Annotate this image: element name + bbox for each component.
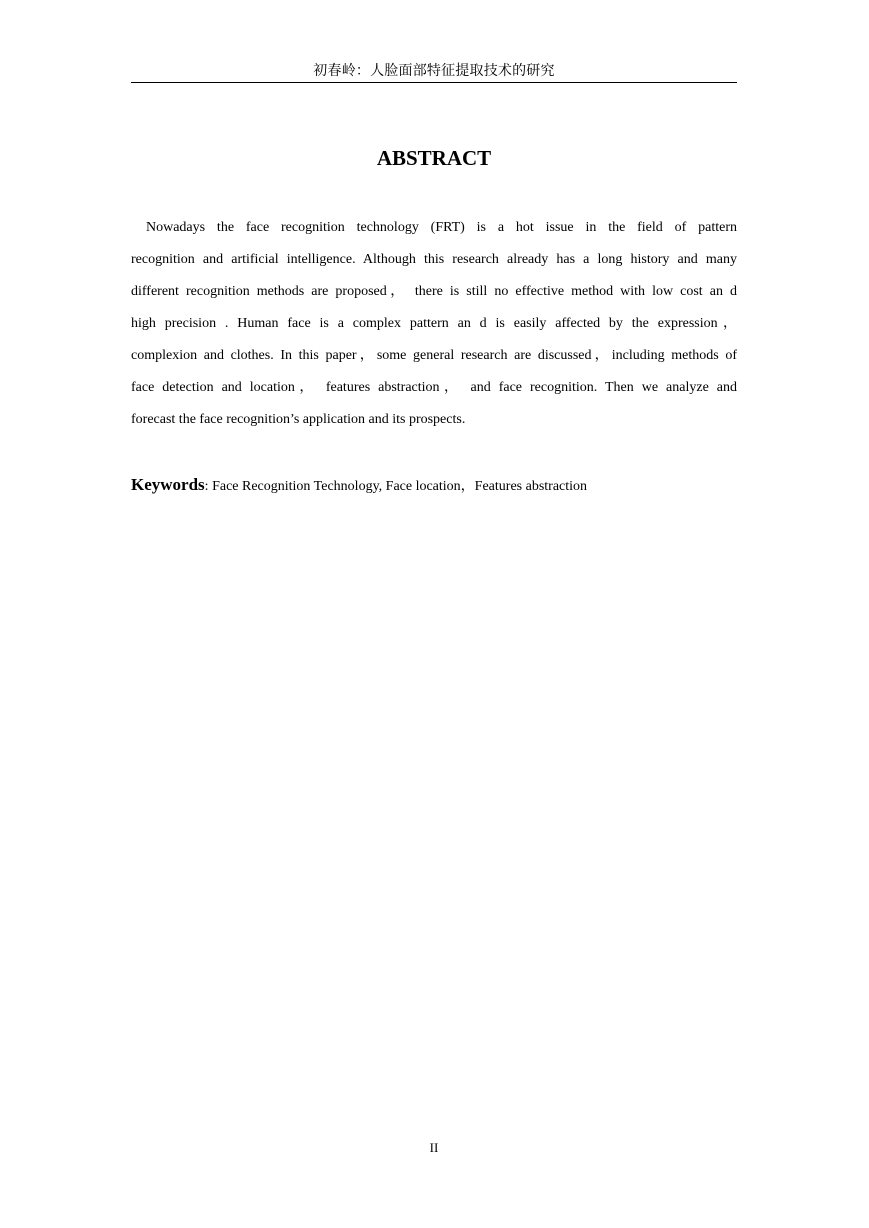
- keywords-line: [131, 470, 737, 502]
- abstract-line: complexion and clothes. In this paper，some general research are discussed，including methods of: [131, 348, 737, 363]
- keywords-text: Face Recognition Technology, Face location，Features abstraction: [208, 479, 588, 494]
- abstract-body: [131, 212, 737, 436]
- abstract-title: ABSTRACT: [376, 146, 492, 170]
- abstract-line: different recognition methods are proposed， there is still no effective method with low cost an d: [131, 284, 737, 299]
- page-number: II: [429, 1140, 439, 1155]
- abstract-line: high precision . Human face is a complex pattern an d is easily affected by the expression，: [131, 316, 737, 331]
- abstract-line: face detection and location， features abstraction， and face recognition. Then we analyze and: [131, 380, 737, 395]
- abstract-line: forecast the face recognition’s application and its prospects.: [131, 412, 466, 427]
- keywords-label: Keywords: [131, 475, 205, 494]
- abstract-line: recognition and artificial intelligence. Although this research already has a long history and many: [131, 252, 737, 267]
- keywords-separator: :: [204, 479, 209, 494]
- abstract-line: Nowadays the face recognition technology (FRT) is a hot issue in the field of pattern: [146, 220, 737, 235]
- header-rule: [131, 82, 737, 83]
- running-header: 初春岭：人脸面部特征提取技术的研究: [313, 64, 555, 79]
